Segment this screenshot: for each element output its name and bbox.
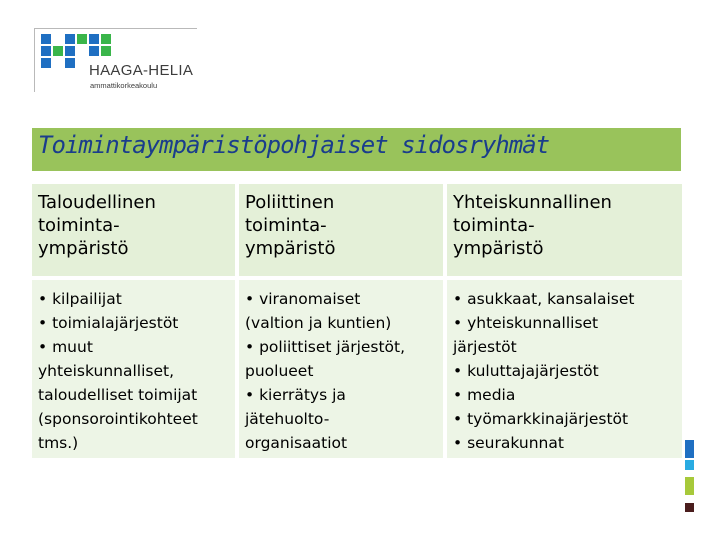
- list-item: • media: [453, 386, 516, 404]
- list-item: • kuluttajajärjestöt: [453, 362, 599, 380]
- logo-square: [41, 46, 51, 56]
- logo-subtitle: ammattikorkeakoulu: [90, 81, 158, 90]
- slide-title: Toimintaympäristöpohjaiset sidosryhmät: [38, 131, 550, 159]
- list-item: • toimialajärjestöt: [38, 314, 179, 332]
- list-item: taloudelliset toimijat: [38, 386, 198, 404]
- header-line: ympäristö: [245, 238, 336, 259]
- logo-square: [101, 46, 111, 56]
- list-item: organisaatiot: [245, 434, 348, 452]
- list-item: tms.): [38, 434, 79, 452]
- title-bar: [32, 128, 681, 171]
- side-color-block: [685, 460, 694, 470]
- side-color-block: [685, 503, 694, 512]
- list-item: • yhteiskunnalliset: [453, 314, 599, 332]
- header-line: Yhteiskunnallinen: [453, 192, 612, 213]
- logo-frame-left: [34, 28, 35, 92]
- list-item: • muut: [38, 338, 93, 356]
- logo-name: HAAGA-HELIA: [89, 62, 194, 79]
- stakeholder-table: [32, 184, 682, 460]
- header-cell-economic: [32, 184, 235, 276]
- header-line: Poliittinen: [245, 192, 335, 213]
- logo-square: [41, 34, 51, 44]
- logo-square: [89, 46, 99, 56]
- body-cell-societal: [447, 280, 682, 458]
- body-cell-political: [239, 280, 443, 458]
- logo-square: [101, 34, 111, 44]
- header-line: ympäristö: [38, 238, 129, 259]
- list-item: järjestöt: [453, 338, 517, 356]
- header-cell-political: [239, 184, 443, 276]
- list-item: (sponsorointikohteet: [38, 410, 198, 428]
- body-cell-economic: [32, 280, 235, 458]
- list-item: • kilpailijat: [38, 290, 122, 308]
- haaga-helia-logo: [34, 28, 199, 92]
- header-cell-societal: [447, 184, 682, 276]
- list-item: yhteiskunnalliset,: [38, 362, 174, 380]
- list-item: • työmarkkinajärjestöt: [453, 410, 629, 428]
- header-line: toiminta-: [453, 215, 535, 236]
- list-item: • poliittiset järjestöt,: [245, 338, 406, 356]
- logo-square: [41, 58, 51, 68]
- header-line: Taloudellinen: [38, 192, 156, 213]
- logo-square: [77, 34, 87, 44]
- side-color-block: [685, 477, 694, 495]
- side-color-block: [685, 440, 694, 458]
- logo-square: [65, 58, 75, 68]
- logo-frame-top: [34, 28, 197, 29]
- list-item: • viranomaiset: [245, 290, 361, 308]
- header-line: toiminta-: [245, 215, 327, 236]
- list-item: • kierrätys ja: [245, 386, 346, 404]
- logo-square: [65, 46, 75, 56]
- list-item: puolueet: [245, 362, 314, 380]
- logo-square: [65, 34, 75, 44]
- header-line: toiminta-: [38, 215, 120, 236]
- list-item: • asukkaat, kansalaiset: [453, 290, 635, 308]
- list-item: jätehuolto-: [245, 410, 330, 428]
- header-line: ympäristö: [453, 238, 544, 259]
- list-item: • seurakunnat: [453, 434, 564, 452]
- list-item: (valtion ja kuntien): [245, 314, 392, 332]
- logo-square: [53, 46, 63, 56]
- logo-square: [89, 34, 99, 44]
